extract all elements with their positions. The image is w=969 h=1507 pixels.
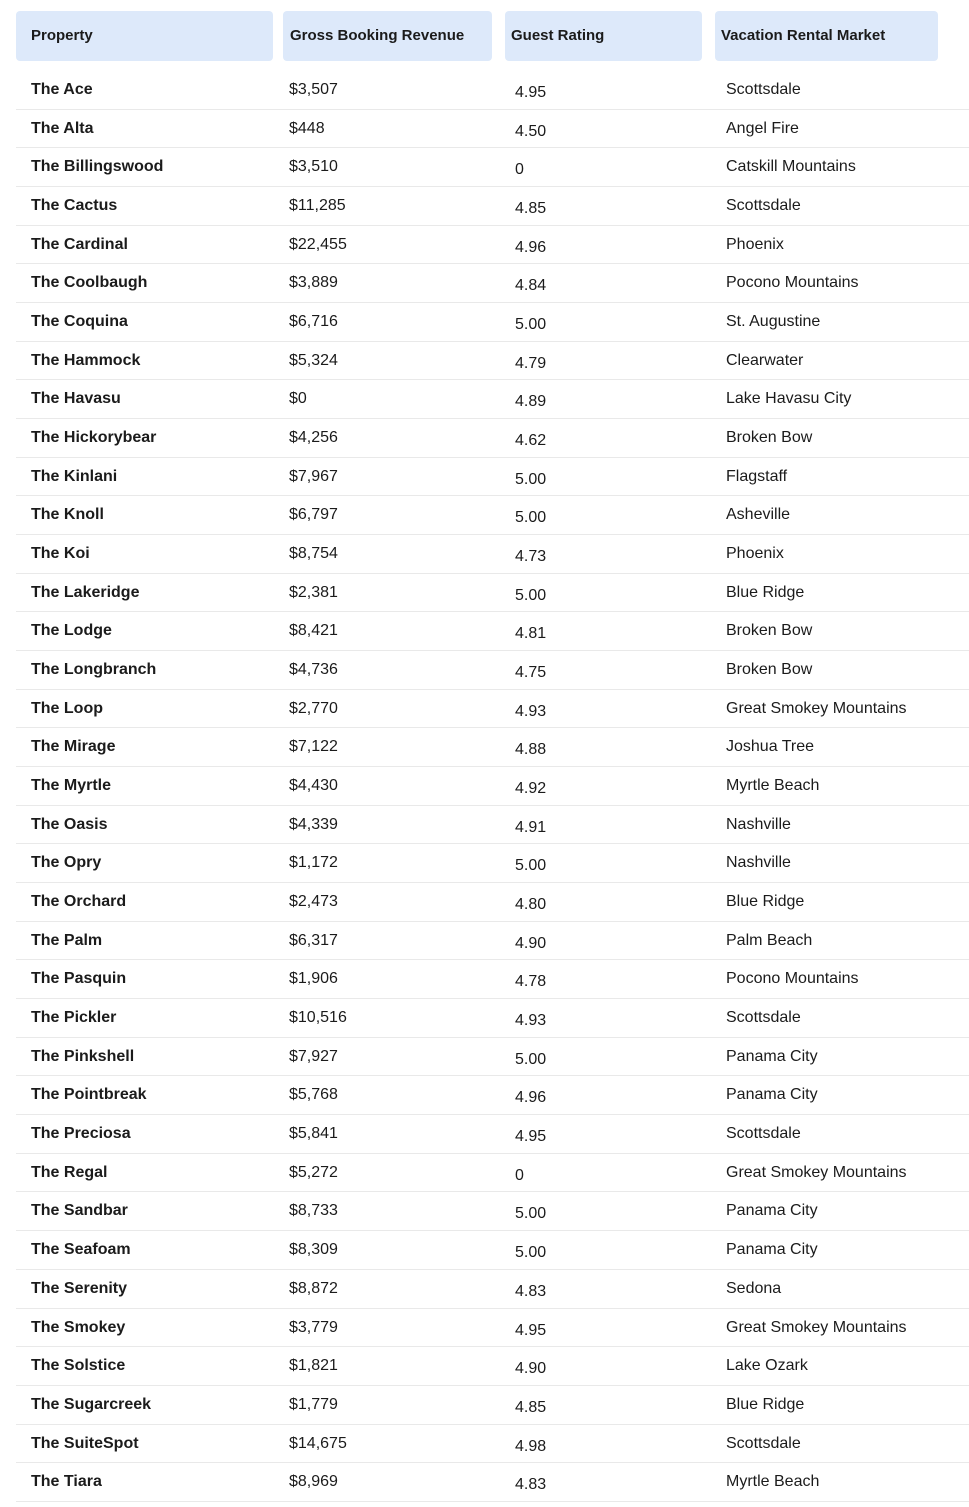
- revenue-cell: $1,172: [289, 854, 338, 872]
- rating-cell: 4.81: [515, 625, 547, 643]
- header-property: Property: [16, 11, 273, 61]
- table-row: [16, 1270, 969, 1309]
- property-cell: The Sugarcreek: [31, 1395, 152, 1413]
- property-cell: The Lakeridge: [31, 583, 140, 601]
- revenue-cell: $5,324: [289, 351, 338, 369]
- market-cell: Great Smokey Mountains: [726, 1163, 907, 1181]
- property-cell: The Palm: [31, 931, 103, 949]
- table-row: [16, 1076, 969, 1115]
- property-cell: The Billingswood: [31, 158, 164, 176]
- table-row: [16, 922, 969, 961]
- property-cell: The Oasis: [31, 815, 108, 833]
- revenue-cell: $7,927: [289, 1047, 338, 1065]
- rating-cell: 4.85: [515, 200, 547, 218]
- market-cell: Great Smokey Mountains: [726, 699, 907, 717]
- market-cell: Lake Havasu City: [726, 390, 852, 408]
- property-cell: The Cactus: [31, 197, 118, 215]
- property-cell: The Pinkshell: [31, 1047, 135, 1065]
- property-cell: The Hammock: [31, 351, 141, 369]
- revenue-cell: $3,889: [289, 274, 338, 292]
- property-cell: The Tiara: [31, 1473, 102, 1491]
- property-cell: The Opry: [31, 854, 102, 872]
- market-cell: Panama City: [726, 1202, 818, 1220]
- revenue-cell: $3,779: [289, 1318, 338, 1336]
- rating-cell: 4.80: [515, 896, 547, 914]
- table-body: [16, 71, 969, 1502]
- market-cell: Great Smokey Mountains: [726, 1318, 907, 1336]
- property-cell: The Koi: [31, 545, 90, 563]
- rating-cell: 4.91: [515, 818, 547, 836]
- table-row: [16, 690, 969, 729]
- market-cell: Catskill Mountains: [726, 158, 856, 176]
- property-cell: The Havasu: [31, 390, 121, 408]
- table-row: [16, 612, 969, 651]
- table-row: [16, 728, 969, 767]
- rating-cell: 5.00: [515, 316, 547, 334]
- table-row: [16, 1038, 969, 1077]
- table-row: [16, 419, 969, 458]
- market-cell: Flagstaff: [726, 467, 788, 485]
- revenue-cell: $8,754: [289, 545, 338, 563]
- table-row: [16, 767, 969, 806]
- market-cell: St. Augustine: [726, 313, 821, 331]
- revenue-cell: $8,309: [289, 1241, 338, 1259]
- revenue-cell: $2,770: [289, 699, 338, 717]
- revenue-cell: $14,675: [289, 1434, 347, 1452]
- table-row: [16, 148, 969, 187]
- revenue-cell: $2,381: [289, 583, 338, 601]
- table-row: [16, 458, 969, 497]
- revenue-cell: $1,906: [289, 970, 338, 988]
- revenue-cell: $0: [289, 390, 307, 408]
- rating-cell: 4.95: [515, 1321, 547, 1339]
- rating-cell: 4.93: [515, 702, 547, 720]
- market-cell: Scottsdale: [726, 1434, 801, 1452]
- table-row: [16, 844, 969, 883]
- header-gross-booking-revenue: Gross Booking Revenue: [283, 11, 492, 61]
- revenue-cell: $7,967: [289, 467, 338, 485]
- revenue-cell: $1,779: [289, 1395, 338, 1413]
- table-row: [16, 883, 969, 922]
- property-cell: The Lodge: [31, 622, 112, 640]
- market-cell: Angel Fire: [726, 119, 799, 137]
- revenue-cell: $1,821: [289, 1357, 338, 1375]
- revenue-cell: $6,797: [289, 506, 338, 524]
- rating-cell: 4.90: [515, 1360, 547, 1378]
- table-row: [16, 574, 969, 613]
- table-row: [16, 496, 969, 535]
- revenue-cell: $22,455: [289, 235, 347, 253]
- table-row: [16, 1386, 969, 1425]
- table-row: [16, 380, 969, 419]
- rating-cell: 4.83: [515, 1476, 547, 1494]
- market-cell: Asheville: [726, 506, 791, 524]
- rating-cell: 4.88: [515, 741, 547, 759]
- property-cell: The Pickler: [31, 1009, 117, 1027]
- property-cell: The Loop: [31, 699, 103, 717]
- property-cell: The Cardinal: [31, 235, 128, 253]
- table-row: [16, 535, 969, 574]
- market-cell: Scottsdale: [726, 81, 801, 98]
- property-cell: The Alta: [31, 119, 94, 137]
- market-cell: Clearwater: [726, 351, 804, 369]
- property-cell: The Hickorybear: [31, 429, 157, 447]
- table-row: [16, 960, 969, 999]
- rating-cell: 4.62: [515, 432, 547, 450]
- market-cell: Panama City: [726, 1047, 818, 1065]
- revenue-cell: $3,507: [289, 81, 338, 98]
- table-row: [16, 1231, 969, 1270]
- property-cell: The Knoll: [31, 506, 104, 524]
- revenue-cell: $448: [289, 119, 325, 137]
- property-cell: The Serenity: [31, 1279, 128, 1297]
- market-cell: Pocono Mountains: [726, 970, 859, 988]
- rating-cell: 4.75: [515, 664, 547, 682]
- rating-cell: 5.00: [515, 1050, 547, 1068]
- revenue-cell: $5,272: [289, 1163, 338, 1181]
- property-cell: The Coquina: [31, 313, 128, 331]
- market-cell: Sedona: [726, 1279, 782, 1297]
- table-row: [16, 110, 969, 149]
- rating-cell: 5.00: [515, 1244, 547, 1262]
- rating-cell: 4.85: [515, 1398, 547, 1416]
- table-row: [16, 1309, 969, 1348]
- market-cell: Myrtle Beach: [726, 777, 820, 795]
- market-cell: Panama City: [726, 1241, 818, 1259]
- table-row: [16, 1115, 969, 1154]
- property-cell: The Ace: [31, 81, 93, 98]
- market-cell: Blue Ridge: [726, 893, 805, 911]
- property-cell: The Longbranch: [31, 661, 157, 679]
- property-cell: The Smokey: [31, 1318, 126, 1336]
- rating-cell: 4.79: [515, 354, 547, 372]
- rating-cell: 4.98: [515, 1437, 547, 1455]
- table-row: [16, 264, 969, 303]
- market-cell: Broken Bow: [726, 661, 813, 679]
- market-cell: Nashville: [726, 854, 791, 872]
- market-cell: Scottsdale: [726, 1009, 801, 1027]
- revenue-cell: $8,969: [289, 1473, 338, 1491]
- table-row: [16, 1154, 969, 1193]
- revenue-cell: $8,872: [289, 1279, 338, 1297]
- market-cell: Phoenix: [726, 545, 784, 563]
- property-cell: The SuiteSpot: [31, 1434, 139, 1452]
- revenue-cell: $6,716: [289, 313, 338, 331]
- rating-cell: 4.96: [515, 1089, 547, 1107]
- header-guest-rating: Guest Rating: [505, 11, 702, 61]
- header-vacation-rental-market: Vacation Rental Market: [715, 11, 938, 61]
- revenue-cell: $4,430: [289, 777, 338, 795]
- property-cell: The Kinlani: [31, 467, 118, 485]
- revenue-cell: $11,285: [289, 197, 346, 215]
- market-cell: Blue Ridge: [726, 583, 805, 601]
- revenue-cell: $5,768: [289, 1086, 338, 1104]
- market-cell: Scottsdale: [726, 197, 801, 215]
- table-row: [16, 999, 969, 1038]
- table-row: [16, 71, 969, 110]
- market-cell: Palm Beach: [726, 931, 813, 949]
- market-cell: Joshua Tree: [726, 738, 815, 756]
- table-row: [16, 1425, 969, 1464]
- revenue-cell: $7,122: [289, 738, 338, 756]
- revenue-cell: $10,516: [289, 1009, 347, 1027]
- market-cell: Panama City: [726, 1086, 818, 1104]
- rating-cell: 4.83: [515, 1282, 547, 1300]
- property-cell: The Solstice: [31, 1357, 126, 1375]
- table-row: [16, 651, 969, 690]
- revenue-cell: $2,473: [289, 893, 338, 911]
- rating-cell: 5.00: [515, 857, 547, 875]
- rating-cell: 5.00: [515, 509, 547, 527]
- table-row: [16, 1192, 969, 1231]
- property-cell: The Coolbaugh: [31, 274, 148, 292]
- rating-cell: 4.92: [515, 780, 547, 798]
- property-cell: The Sandbar: [31, 1202, 128, 1220]
- rating-cell: 4.96: [515, 238, 547, 256]
- market-cell: Myrtle Beach: [726, 1473, 820, 1491]
- rating-cell: 0: [515, 161, 524, 179]
- table-row: [16, 187, 969, 226]
- table-row: [16, 1347, 969, 1386]
- rating-cell: 4.84: [515, 277, 547, 295]
- revenue-cell: $8,733: [289, 1202, 338, 1220]
- market-cell: Broken Bow: [726, 429, 813, 447]
- property-cell: The Mirage: [31, 738, 116, 756]
- revenue-cell: $5,841: [289, 1125, 338, 1143]
- rating-cell: 4.95: [515, 84, 547, 101]
- revenue-cell: $8,421: [289, 622, 338, 640]
- property-cell: The Myrtle: [31, 777, 112, 795]
- rating-cell: 4.93: [515, 1012, 547, 1030]
- property-cell: The Orchard: [31, 893, 127, 911]
- market-cell: Phoenix: [726, 235, 784, 253]
- rating-cell: 4.89: [515, 393, 547, 411]
- revenue-cell: $6,317: [289, 931, 338, 949]
- rating-cell: 4.78: [515, 973, 547, 991]
- table-header: [0, 11, 969, 61]
- rating-cell: 4.73: [515, 548, 547, 566]
- property-cell: The Preciosa: [31, 1125, 131, 1143]
- market-cell: Lake Ozark: [726, 1357, 808, 1375]
- table-row: [16, 303, 969, 342]
- market-cell: Blue Ridge: [726, 1395, 805, 1413]
- rating-cell: 4.90: [515, 934, 547, 952]
- table-row: [16, 342, 969, 381]
- market-cell: Pocono Mountains: [726, 274, 859, 292]
- property-cell: The Regal: [31, 1163, 108, 1181]
- market-cell: Nashville: [726, 815, 791, 833]
- rating-cell: 5.00: [515, 1205, 547, 1223]
- revenue-cell: $4,256: [289, 429, 338, 447]
- revenue-cell: $4,736: [289, 661, 338, 679]
- property-cell: The Seafoam: [31, 1241, 131, 1259]
- rating-cell: 5.00: [515, 586, 547, 604]
- property-cell: The Pasquin: [31, 970, 127, 988]
- table-row: [16, 806, 969, 845]
- rating-cell: 5.00: [515, 470, 547, 488]
- rating-cell: 0: [515, 1166, 524, 1184]
- market-cell: Broken Bow: [726, 622, 813, 640]
- rating-cell: 4.50: [515, 122, 547, 140]
- revenue-cell: $3,510: [289, 158, 338, 176]
- table-row: [16, 226, 969, 265]
- revenue-cell: $4,339: [289, 815, 338, 833]
- property-cell: The Pointbreak: [31, 1086, 147, 1104]
- market-cell: Scottsdale: [726, 1125, 801, 1143]
- table-row: [16, 1463, 969, 1502]
- rating-cell: 4.95: [515, 1128, 547, 1146]
